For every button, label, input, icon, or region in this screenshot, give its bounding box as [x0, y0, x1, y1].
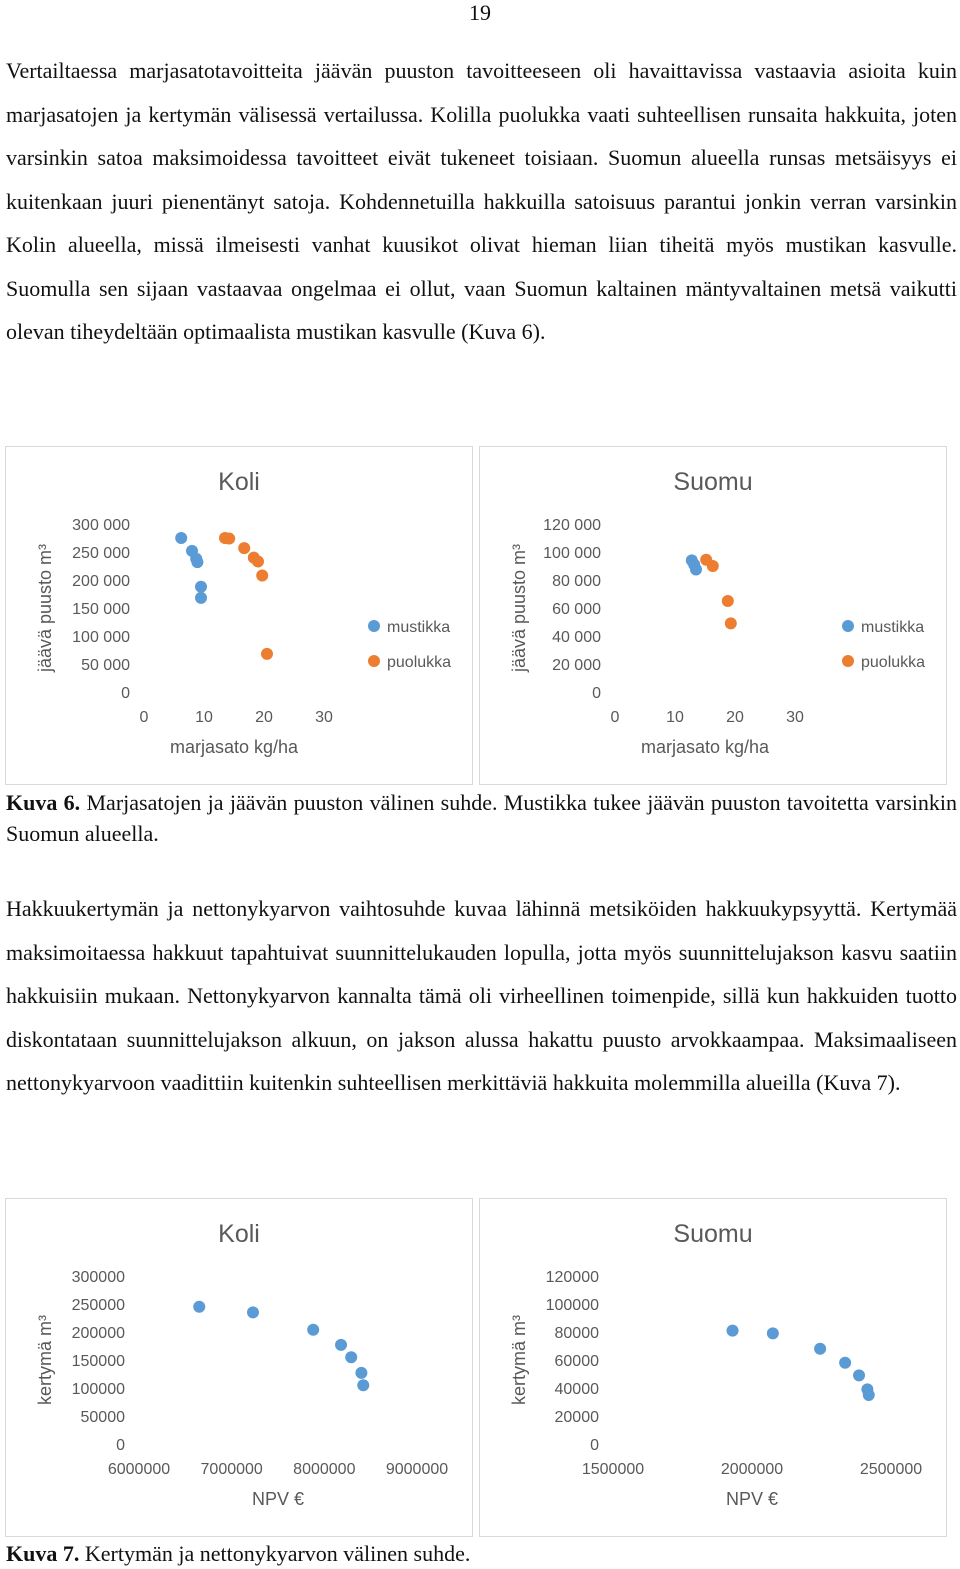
x-tick-label: 7000000 [200, 1461, 263, 1478]
data-point [814, 1343, 826, 1355]
chart-title: Koli [218, 1220, 260, 1248]
x-axis-label: NPV € [725, 1489, 779, 1509]
y-axis-label: kertymä m³ [509, 1315, 529, 1405]
chart-koli-npv [5, 1198, 473, 1537]
x-axis-label: marjasato kg/ha [640, 737, 770, 757]
data-point [727, 1325, 739, 1337]
y-tick-label: 80000 [554, 1325, 599, 1342]
y-tick-label: 60000 [554, 1353, 599, 1370]
y-tick-label: 100 000 [72, 629, 130, 646]
puolukka-point [223, 533, 235, 545]
chart-title: Suomu [673, 468, 753, 496]
data-point [863, 1389, 875, 1401]
paragraph-2: Hakkuukertymän ja nettonykyarvon vaihtosuhde kuvaa lähinnä metsiköiden hakkuukypsyyttä. Kertymää maksimoitaessa hakkuut tapahtuivat suunnittelukauden lopulla, jotta myös suunnittelujakson kasvu saatiin hakkuisiin mukaan. Nettonykyarvon kannalta tämä oli virheellinen toimenpide, sillä kun hakkuiden tuotto diskontataan suunnittelujakson alkuun, on jakson alussa hakattu puusto arvokkaampaa. Maksimaaliseen nettonykyarvoon vaadittiin kuitenkin suhteellisen merkittäviä hakkuita molemmilla alueilla (Kuva 7). [6, 896, 957, 1095]
x-tick-label: 30 [786, 709, 804, 726]
y-tick-label: 0 [121, 685, 130, 702]
legend-label-puolukka: puolukka [861, 654, 926, 671]
mustikka-point [191, 556, 203, 568]
x-tick-label: 0 [139, 709, 149, 726]
data-point [355, 1367, 367, 1379]
data-point [247, 1306, 259, 1318]
legend-marker-puolukka [368, 655, 380, 667]
legend-label-mustikka: mustikka [861, 619, 925, 636]
chart-title: Koli [218, 468, 260, 496]
legend-marker-puolukka [842, 655, 854, 667]
y-tick-label: 20000 [554, 1409, 599, 1426]
y-tick-label: 100 000 [543, 545, 601, 562]
chart-koli-npv-svg [6, 1199, 472, 1536]
x-tick-label: 20 [255, 709, 273, 726]
chart-koli-marjasato [5, 446, 473, 785]
y-tick-label: 0 [590, 1437, 599, 1454]
legend-label-mustikka: mustikka [387, 619, 451, 636]
y-axis-label: jäävä puusto m³ [509, 543, 529, 673]
chart-suomu-marjasato [479, 446, 947, 785]
puolukka-point [707, 560, 719, 572]
legend-marker-mustikka [842, 620, 854, 632]
x-tick-label: 20 [726, 709, 744, 726]
y-tick-label: 300 000 [72, 517, 130, 534]
data-point [767, 1327, 779, 1339]
y-tick-label: 80 000 [552, 573, 601, 590]
data-point [345, 1351, 357, 1363]
chart-suomu-marjasato-svg [480, 447, 946, 784]
mustikka-point [195, 592, 207, 604]
y-tick-label: 120 000 [543, 517, 601, 534]
x-tick-label: 1500000 [581, 1461, 645, 1478]
x-axis-label: marjasato kg/ha [169, 737, 299, 757]
data-point [307, 1324, 319, 1336]
page-number: 19 [469, 0, 491, 25]
y-tick-label: 250000 [71, 1297, 125, 1314]
data-point [357, 1379, 369, 1391]
y-tick-label: 20 000 [552, 657, 601, 674]
y-tick-label: 100000 [545, 1297, 599, 1314]
x-tick-label: 2500000 [859, 1461, 923, 1478]
y-tick-label: 100000 [71, 1381, 125, 1398]
y-tick-label: 40000 [554, 1381, 599, 1398]
data-point [839, 1357, 851, 1369]
puolukka-point [725, 617, 737, 629]
legend-label-puolukka: puolukka [387, 654, 452, 671]
figure-6-text: Marjasatojen ja jäävän puuston välinen suhde. Mustikka tukee jäävän puuston tavoitetta varsinkin Suomun alueella. [6, 790, 957, 846]
x-tick-label: 9000000 [385, 1461, 449, 1478]
puolukka-point [256, 570, 268, 582]
mustikka-point [195, 581, 207, 593]
figure-7-caption [6, 1538, 957, 1569]
chart-koli-marjasato-svg [6, 447, 472, 784]
data-point [335, 1339, 347, 1351]
figure-7-label: Kuva 7. [6, 1541, 80, 1566]
puolukka-point [261, 648, 273, 660]
y-tick-label: 200000 [71, 1325, 125, 1342]
chart-title: Suomu [673, 1220, 753, 1248]
x-axis-label: NPV € [251, 1489, 305, 1509]
x-tick-label: 0 [610, 709, 620, 726]
data-point [853, 1369, 865, 1381]
figure-6-caption [6, 787, 957, 849]
x-tick-label: 2000000 [720, 1461, 784, 1478]
y-axis-label: kertymä m³ [35, 1315, 55, 1405]
puolukka-point [238, 542, 250, 554]
puolukka-point [252, 556, 264, 568]
chart-suomu-npv-svg [480, 1199, 946, 1536]
y-tick-label: 0 [592, 685, 601, 702]
y-tick-label: 250 000 [72, 545, 130, 562]
y-axis-label: jäävä puusto m³ [35, 543, 55, 673]
x-tick-label: 6000000 [107, 1461, 171, 1478]
x-tick-label: 10 [195, 709, 213, 726]
y-tick-label: 50000 [80, 1409, 125, 1426]
y-tick-label: 60 000 [552, 601, 601, 618]
figure-6-label: Kuva 6. [6, 790, 81, 815]
paragraph-1: Vertailtaessa marjasatotavoitteita jäävän puuston tavoitteeseen oli havaittavissa vastaavia asioita kuin marjasatojen ja kertymän välisessä vertailussa. Kolilla puolukka vaati suhteellisen runsaita hakkuita, joten varsinkin satoa maksimoidessa tavoitteet eivät tukeneet toisiaan. Suomun alueella runsas metsäisyys ei kuitenkaan juuri pienentänyt satoja. Kohdennetuilla hakkuilla satoisuus parantui jonkin verran varsinkin Kolin alueella, missä ilmeisesti vanhat kuusikot olivat hieman liian tiheitä myös mustikan kasvulle. Suomulla sen sijaan vastaavaa ongelmaa ei ollut, vaan Suomun kaltainen mäntyvaltainen metsä vaikutti olevan tiheydeltään optimaalista mustikan kasvulle (Kuva 6). [6, 58, 957, 344]
x-tick-label: 10 [666, 709, 684, 726]
y-tick-label: 50 000 [81, 657, 130, 674]
x-tick-label: 30 [315, 709, 333, 726]
mustikka-point [690, 564, 702, 576]
figure-7-text: Kertymän ja nettonykyarvon välinen suhde. [79, 1541, 471, 1566]
puolukka-point [722, 595, 734, 607]
x-tick-label: 8000000 [293, 1461, 356, 1478]
mustikka-point [175, 532, 187, 544]
y-tick-label: 120000 [545, 1269, 599, 1286]
data-point [193, 1301, 205, 1313]
y-tick-label: 40 000 [552, 629, 601, 646]
y-tick-label: 200 000 [72, 573, 130, 590]
y-tick-label: 0 [116, 1437, 125, 1454]
y-tick-label: 150000 [71, 1353, 125, 1370]
chart-suomu-npv [479, 1198, 947, 1537]
y-tick-label: 150 000 [72, 601, 130, 618]
legend-marker-mustikka [368, 620, 380, 632]
y-tick-label: 300000 [71, 1269, 125, 1286]
